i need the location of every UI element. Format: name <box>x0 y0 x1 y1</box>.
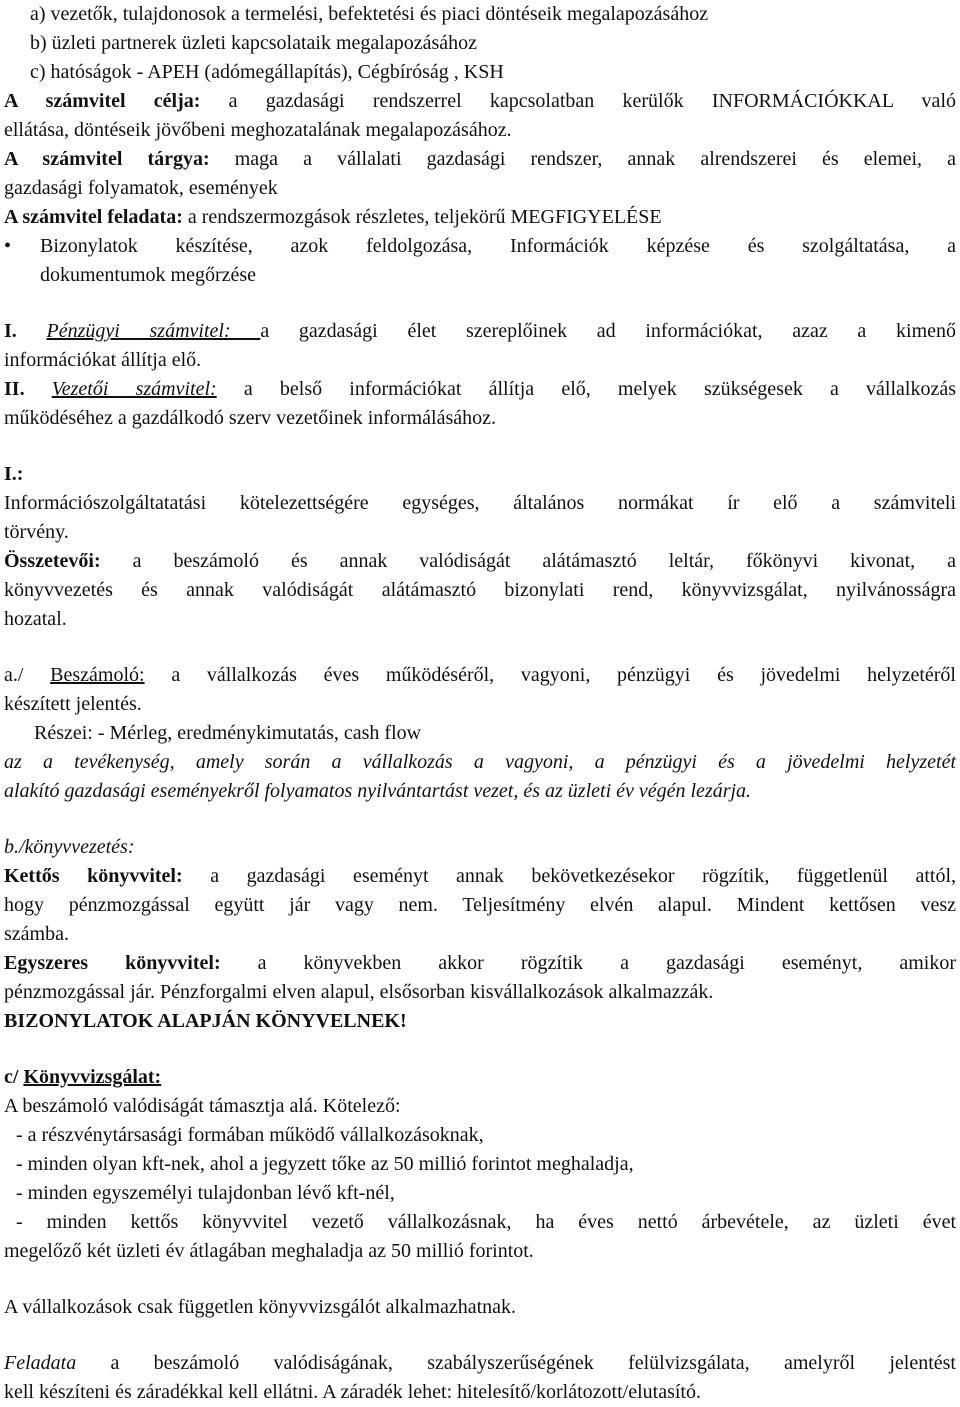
spacer <box>4 806 956 833</box>
konyvvizsgalat-heading <box>4 1063 956 1092</box>
section-i-info-1: Információszolgáltatatási kötelezettségére egységes, általános normákat ír elő a számviteli <box>4 492 956 514</box>
osszetevoi-label: Összetevői: <box>4 550 101 572</box>
vezetoi-title: Vezetői számvitel: <box>51 378 217 400</box>
konyvvizsgalat-item-4-line-2: megelőző két üzleti év átlagában meghaladja az 50 millió forintot. <box>4 1240 534 1262</box>
celja-text-1: a gazdasági rendszerrel kapcsolatban kerülők INFORMÁCIÓKKAL való <box>228 90 956 112</box>
celja-text-2: ellátása, döntéseik jövőbeni meghozatalának megalapozásához. <box>4 119 512 141</box>
vezetoi-line-1 <box>4 375 956 404</box>
vezetoi-text-1: a belső információkat állítja elő, melyek szükségesek a vállalkozás <box>243 378 957 400</box>
spacer <box>4 433 956 460</box>
kettos-line-1 <box>4 862 956 891</box>
section-i-info-2: törvény. <box>4 521 69 543</box>
feladata-italic-label: Feladata <box>4 1352 77 1374</box>
targya-label: A számvitel tárgya: <box>4 148 210 170</box>
spacer <box>4 290 956 317</box>
vezetoi-text-2: működéséhez a gazdálkodó szerv vezetőinek informálásához. <box>4 407 497 429</box>
celja-line-1 <box>4 87 956 116</box>
beszamolo-reszei: Részei: - Mérleg, eredménykimutatás, cash flow <box>34 722 422 744</box>
fuggetlen-konyvvizsgalo: A vállalkozások csak független könyvvizsgálót alkalmazhatnak. <box>4 1296 517 1318</box>
penzugyi-title: Pénzügyi számvitel: <box>46 320 261 342</box>
konyvvizsgalat-intro: A beszámoló valódiságát támasztja alá. Kötelező: <box>4 1095 401 1117</box>
bizonylatok-caps: BIZONYLATOK ALAPJÁN KÖNYVELNEK! <box>4 1010 407 1032</box>
osszetevoi-text-3: hozatal. <box>4 608 67 630</box>
beszamolo-italic-1: az a tevékenység, amely során a vállalkozás a vagyoni, a pénzügyi és a jövedelmi helyzetét <box>4 751 956 773</box>
konyvvizsgalat-title: Könyvvizsgálat: <box>23 1066 162 1088</box>
konyvvizsgalat-prefix: c/ <box>4 1066 24 1088</box>
egyszeres-text-1: a könyvekben akkor rögzítik a gazdasági eseményt, amikor <box>257 952 957 974</box>
feladata-line <box>4 203 956 232</box>
bullet-line-1: Bizonylatok készítése, azok feldolgozása, Információk képzése és szolgáltatása, a <box>40 235 956 257</box>
egyszeres-text-2: pénzmozgással jár. Pénzforgalmi elven alapul, elsősorban kisvállalkozások alkalmazzák. <box>4 981 714 1003</box>
targya-line-1 <box>4 145 956 174</box>
bullet-icon: • <box>4 235 12 257</box>
osszetevoi-line-1 <box>4 547 956 576</box>
penzugyi-num: I. <box>4 320 17 342</box>
document-page <box>4 0 956 1407</box>
kettos-text-2: hogy pénzmozgással együtt jár vagy nem. Teljesítmény elvén alapul. Mindent kettősen vesz <box>4 894 956 916</box>
osszetevoi-text-1: a beszámoló és annak valódiságát alátámasztó leltár, főkönyvi kivonat, a <box>132 550 956 572</box>
spacer <box>4 1322 956 1349</box>
section-i-heading: I.: <box>4 463 24 485</box>
intro-item-a: a) vezetők, tulajdonosok a termelési, befektetési és piaci döntéseik megalapozásához <box>30 3 709 25</box>
intro-item-c: c) hatóságok - APEH (adómegállapítás), Cégbíróság , KSH <box>30 61 504 83</box>
kettos-text-1: a gazdasági eseményt annak bekövetkezésekor rögzítik, függetlenül attól, <box>210 865 957 887</box>
konyvvizsgalat-item-3: - minden egyszemélyi tulajdonban lévő kft-nél, <box>16 1182 395 1204</box>
beszamolo-italic-2: alakító gazdasági eseményekről folyamatos nyilvántartást vezet, és az üzleti év végén lezárja. <box>4 780 752 802</box>
feladata-jelentes-line-1 <box>4 1349 956 1378</box>
penzugyi-text-2: információkat állítja elő. <box>4 349 202 371</box>
konyvvezetes-heading: b./könyvvezetés: <box>4 836 135 858</box>
konyvvizsgalat-item-1: - a részvénytársasági formában működő vállalkozásoknak, <box>16 1124 484 1146</box>
beszamolo-title: Beszámoló: <box>50 664 145 686</box>
feladata-label: A számvitel feladata: <box>4 206 183 228</box>
bullet-item <box>4 232 956 290</box>
bullet-line-2: dokumentumok megőrzése <box>40 264 257 286</box>
beszamolo-line-1 <box>4 661 956 690</box>
penzugyi-line-1 <box>4 317 956 346</box>
targya-text-1: maga a vállalati gazdasági rendszer, annak alrendszerei és elemei, a <box>234 148 957 170</box>
intro-item-b: b) üzleti partnerek üzleti kapcsolataik megalapozásához <box>30 32 478 54</box>
targya-text-2: gazdasági folyamatok, események <box>4 177 278 199</box>
kettos-text-3: számba. <box>4 923 69 945</box>
feladata-jelentes-text-2: kell készíteni és záradékkal kell ellátni. A záradék lehet: hitelesítő/korlátozott/elutasító. <box>4 1381 701 1403</box>
feladata-jelentes-text-1: a beszámoló valódiságának, szabályszerűségének felülvizsgálata, amelyről jelentést <box>76 1352 956 1374</box>
spacer <box>4 1266 956 1293</box>
beszamolo-prefix: a./ <box>4 664 51 686</box>
konyvvizsgalat-item-2: - minden olyan kft-nek, ahol a jegyzett tőke az 50 millió forintot meghaladja, <box>16 1153 634 1175</box>
osszetevoi-text-2: könyvvezetés és annak valódiságát alátámasztó bizonylati rend, könyvvizsgálat, nyilvánosságra <box>4 579 956 601</box>
celja-label: A számvitel célja: <box>4 90 201 112</box>
spacer <box>4 1036 956 1063</box>
konyvvizsgalat-item-4-line-1: - minden kettős könyvvitel vezető vállalkozásnak, ha éves nettó árbevétele, az üzleti évet <box>16 1211 956 1233</box>
feladata-text: a rendszermozgások részletes, teljekörű MEGFIGYELÉSE <box>187 206 662 228</box>
vezetoi-num: II. <box>4 378 25 400</box>
egyszeres-label: Egyszeres könyvvitel: <box>4 952 221 974</box>
egyszeres-line-1 <box>4 949 956 978</box>
beszamolo-text-2: készített jelentés. <box>4 693 142 715</box>
kettos-label: Kettős könyvvitel: <box>4 865 183 887</box>
penzugyi-text-1: a gazdasági élet szereplőinek ad információkat, azaz a kimenő <box>260 320 957 342</box>
spacer <box>4 634 956 661</box>
beszamolo-text-1: a vállalkozás éves működéséről, vagyoni, pénzügyi és jövedelmi helyzetéről <box>144 664 956 686</box>
